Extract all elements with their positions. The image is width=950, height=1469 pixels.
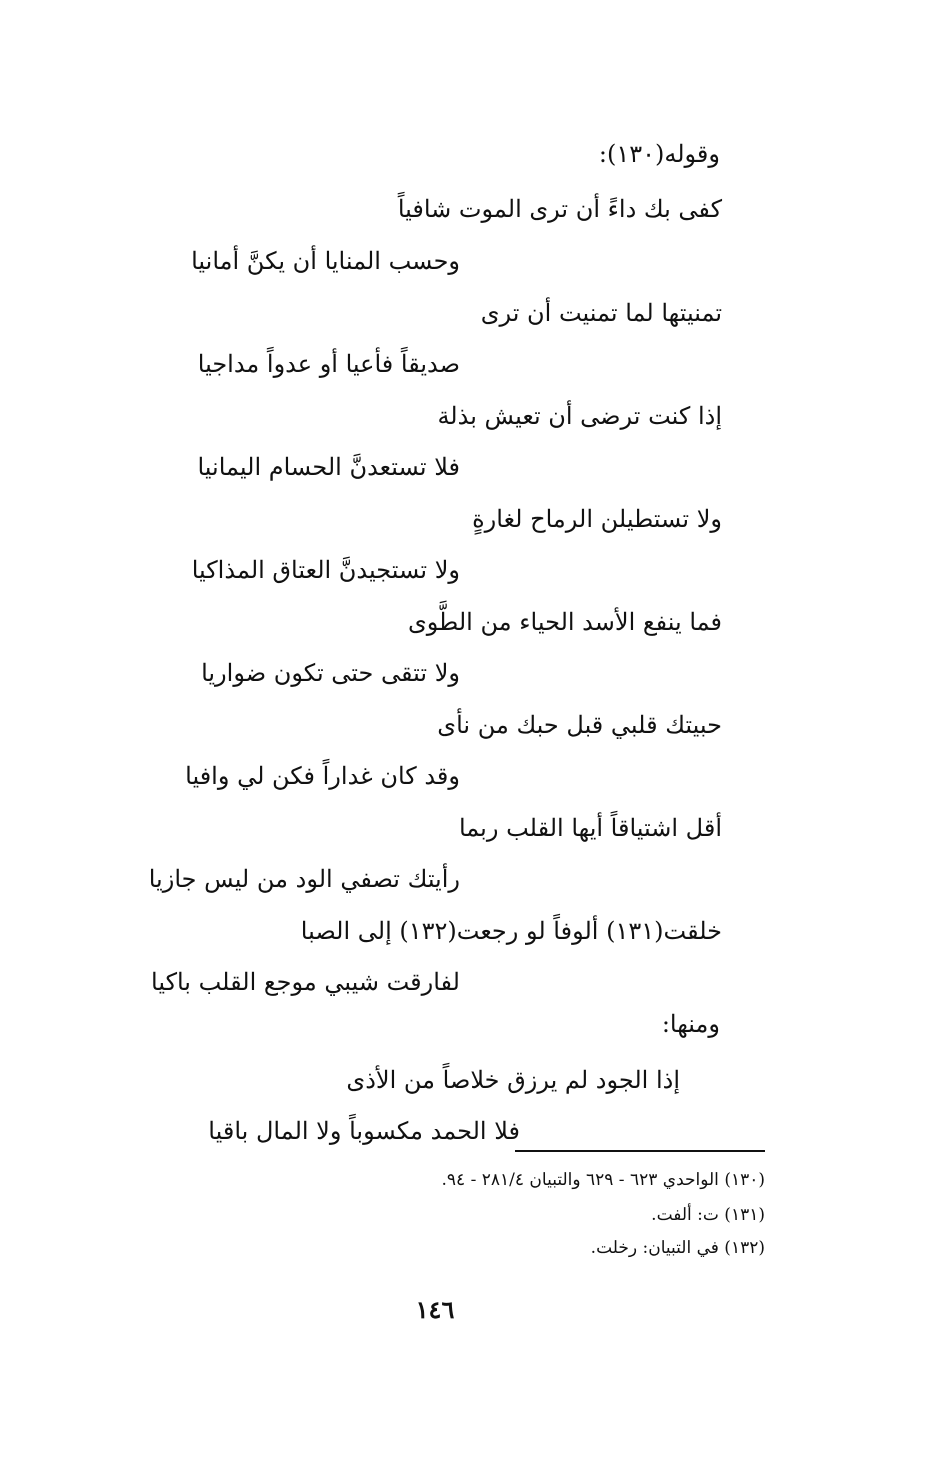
section-heading: وقوله(١٣٠): (598, 140, 720, 168)
poem-line: ولا تستجيدنَّ العتاق المذاكيا (191, 556, 460, 584)
poem-line: لفارقت شيبي موجع القلب باكيا (151, 968, 460, 996)
poem-line: فلا تستعدنَّ الحسام اليمانيا (197, 453, 460, 481)
poem-line: فلا الحمد مكسوباً ولا المال باقيا (208, 1117, 520, 1145)
poem-line: ولا تتقى حتى تكون ضواريا (201, 659, 460, 687)
footnote: (١٣١) ت: ألفت. (651, 1205, 765, 1225)
poem-line: ولا تستطيلن الرماح لغارةٍ (472, 505, 722, 533)
poem-line: وقد كان غداراً فكن لي وافيا (185, 762, 460, 790)
poem-line: إذا كنت ترضى أن تعيش بذلة (437, 402, 722, 430)
poem-line: تمنيتها لما تمنيت أن ترى (480, 299, 722, 327)
section-heading: ومنها: (661, 1010, 720, 1038)
footnote: (١٣٠) الواحدي ٦٢٣ - ٦٢٩ والتبيان ٢٨١/٤ - ٩٤. (441, 1170, 765, 1190)
poem-line: أقل اشتياقاً أيها القلب ربما (458, 814, 722, 842)
poem-line: وحسب المنايا أن يكنَّ أمانيا (191, 247, 460, 275)
page-number: ١٤٦ (415, 1295, 455, 1324)
footnote: (١٣٢) في التبيان: رخلت. (590, 1238, 765, 1258)
poem-line: حبيتك قلبي قبل حبك من نأى (437, 711, 722, 739)
poem-line: صديقاً فأعيا أو عدواً مداجيا (197, 350, 460, 378)
poem-line: كفى بك داءً أن ترى الموت شافياً (397, 195, 722, 223)
poem-line: خلقت(١٣١) ألوفاً لو رجعت(١٣٢) إلى الصبا (300, 917, 722, 945)
poem-line: رأيتك تصفي الود من ليس جازيا (148, 865, 460, 893)
footnote-divider (515, 1150, 765, 1152)
poem-line: فما ينفع الأسد الحياء من الطَّوى (408, 608, 722, 636)
poem-line: إذا الجود لم يرزق خلاصاً من الأذى (346, 1066, 680, 1094)
